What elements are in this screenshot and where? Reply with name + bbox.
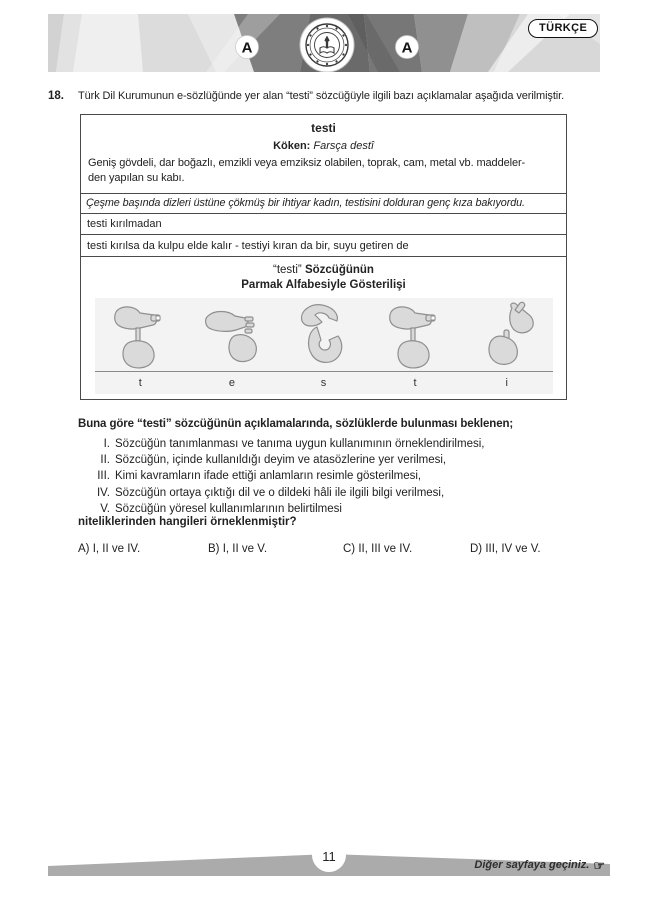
hand-sign-figures <box>95 298 553 371</box>
next-page-text: Diğer sayfaya geçiniz. <box>474 859 590 871</box>
proverb-row: testi kırılsa da kulpu elde kalır - testiyi kıran da bir, suyu getiren de <box>81 234 566 256</box>
booklet-letter-left: A <box>241 39 253 57</box>
item-text: Kimi kavramların ifade ettiği anlamların resimle gösterilmesi, <box>115 470 422 483</box>
item-text: Sözcüğün ortaya çıktığı dil ve o dildeki hâli ile ilgili bilgi verilmesi, <box>115 486 445 499</box>
list-item <box>88 501 588 517</box>
idiom-row: testi kırılmadan <box>81 213 566 234</box>
sign-letter-row <box>95 371 553 394</box>
question-number: 18. <box>48 90 64 102</box>
option-a-text: I, II ve IV. <box>92 543 141 555</box>
item-text: Sözcüğün, içinde kullanıldığı deyim ve atasözlerine yer verilmesi, <box>115 454 447 467</box>
sign-title-line2: Parmak Alfabesiyle Gösterilişi <box>241 279 406 291</box>
option-d <box>470 543 541 555</box>
sign-letter: s <box>320 377 327 389</box>
option-c-text: II, III ve IV. <box>358 543 413 555</box>
option-d-label: D) <box>470 543 483 555</box>
item-text: Sözcüğün yöresel kullanımlarının belirtilmesi <box>115 502 342 515</box>
option-a-label: A) <box>78 543 90 555</box>
item-numeral: V. <box>100 502 110 515</box>
example-sentence: Çeşme başında dizleri üstüne çökmüş bir ihtiyar kadın, testisini dolduran genç kıza bakıyordu. <box>81 193 566 213</box>
hand-sign-i-icon <box>461 300 553 370</box>
ministry-logo-icon <box>300 18 354 72</box>
finger-alphabet-strip <box>95 298 553 394</box>
hand-sign-s-icon <box>278 300 370 370</box>
finger-alphabet-section <box>81 256 566 404</box>
sign-letter: e <box>228 377 235 389</box>
option-b <box>208 543 267 555</box>
definition-line-2: den yapılan su kabı. <box>88 171 185 184</box>
list-item <box>88 436 588 452</box>
booklet-letter-right: A <box>401 39 413 57</box>
sign-title-quoted: “testi” <box>273 264 302 276</box>
list-item <box>88 468 588 484</box>
hand-sign-t2-icon <box>369 300 461 370</box>
option-b-label: B) <box>208 543 220 555</box>
header-band <box>48 14 600 72</box>
origin-line <box>81 140 566 152</box>
hand-sign-t-icon <box>95 300 187 370</box>
definition <box>81 156 566 185</box>
header-pattern <box>48 14 600 72</box>
hand-sign-e-icon <box>186 300 278 370</box>
option-c <box>343 543 412 555</box>
dictionary-card <box>80 114 567 400</box>
item-numeral: III. <box>97 470 110 483</box>
subject-badge: TÜRKÇE <box>528 19 598 38</box>
origin-label: Köken: <box>273 140 311 152</box>
answer-options <box>0 543 650 559</box>
closing-question: niteliklerinden hangileri örneklenmiştir? <box>78 516 297 528</box>
option-a <box>78 543 140 555</box>
headword: testi <box>311 121 336 135</box>
booklet-letter-right-badge <box>396 36 419 59</box>
option-b-text: I, II ve V. <box>222 543 268 555</box>
definition-line-1: Geniş gövdeli, dar boğazlı, emzikli veya emziksiz olabilen, toprak, cam, metal vb. maddeler- <box>88 157 526 169</box>
list-item <box>88 485 588 501</box>
sign-letter: t <box>413 377 417 389</box>
origin-value: Farsça destî <box>313 140 374 152</box>
sign-title-bold: Sözcüğünün <box>304 264 374 276</box>
question-stem: Türk Dil Kurumunun e-sözlüğünde yer alan “testi” sözcüğüyle ilgili bazı açıklamalar aşağıda verilmiştir. <box>78 90 565 102</box>
pointing-hand-icon: ☞ <box>593 857 605 873</box>
list-item <box>88 452 588 468</box>
item-text: Sözcüğün tanımlanması ve tanıma uygun kullanımının örneklendirilmesi, <box>115 438 485 450</box>
finger-alphabet-title <box>81 263 566 293</box>
sign-letter: t <box>138 377 142 389</box>
dictionary-entry-section <box>81 121 566 193</box>
item-numeral: II. <box>100 454 110 467</box>
option-d-text: III, IV ve V. <box>485 543 541 555</box>
booklet-letter-left-badge <box>236 36 259 59</box>
item-numeral: IV. <box>96 486 110 499</box>
option-c-label: C) <box>343 543 356 555</box>
lead-in: Buna göre “testi” sözcüğünün açıklamalarında, sözlüklerde bulunması beklenen; <box>78 418 514 430</box>
next-page-notice <box>420 859 605 871</box>
sign-letter: i <box>505 377 508 389</box>
item-numeral: I. <box>103 438 110 450</box>
roman-item-list <box>88 436 588 517</box>
page-number: 11 <box>322 849 336 864</box>
